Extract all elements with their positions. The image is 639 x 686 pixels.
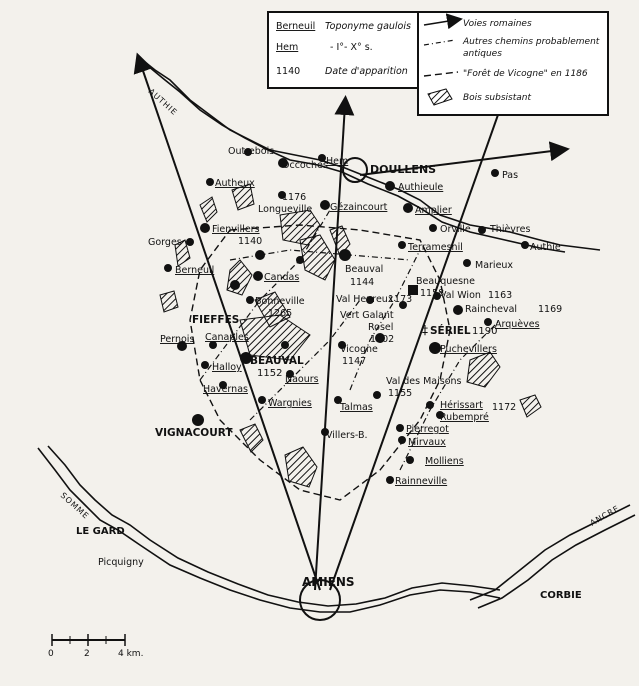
settlement-dot <box>478 226 486 234</box>
label-talmas: Talmas <box>340 402 373 413</box>
settlement-dot <box>246 296 254 304</box>
settlement-dot <box>373 391 381 399</box>
legend-bois-subsistant: Bois subsistant <box>463 93 531 103</box>
river-somme: SOMME <box>58 490 91 522</box>
label-orville: Orville <box>440 224 471 235</box>
scale-tick-2: 2 <box>84 649 90 659</box>
town-amiens: AMIENS <box>302 575 355 589</box>
label-rosel: Rosel <box>368 322 394 333</box>
town-beauval: BEAUVAL <box>250 355 304 367</box>
label-vicogne: Vicogne <box>340 344 378 355</box>
legend-desc-date: Date d'apparition <box>325 66 408 77</box>
label-beauquesne: Beauquesne <box>416 276 475 287</box>
label-1202: 1202 <box>370 334 395 345</box>
legend-sample-hem: Hem <box>276 42 299 53</box>
label-puchevillers: Puchevillers <box>440 344 497 355</box>
label-1147: 1147 <box>342 356 367 367</box>
label-1265: 1265 <box>268 308 293 319</box>
settlement-dot <box>164 264 172 272</box>
label-pas: Pas <box>502 170 519 181</box>
label-1144: 1144 <box>350 277 375 288</box>
label-autheux: Autheux <box>215 178 255 189</box>
label-terramesnil: Terramesnil <box>408 242 463 253</box>
label-authie: Authie <box>530 242 561 253</box>
settlement-dot <box>398 241 406 249</box>
label-1169: 1169 <box>538 304 563 315</box>
label-1140: 1140 <box>238 236 263 247</box>
river-ancre: ANCRE <box>588 503 622 528</box>
settlement-dot <box>230 280 240 290</box>
settlement-dot <box>255 250 265 260</box>
label-gorges: Gorges <box>148 237 182 248</box>
settlement-dot <box>296 256 304 264</box>
legend-desc-gaulois: Toponyme gaulois <box>325 21 411 32</box>
settlement-dot <box>429 224 437 232</box>
settlement-dot <box>281 341 289 349</box>
settlement-dot <box>186 238 194 246</box>
label-raincheval: Raincheval <box>465 304 518 315</box>
label-hem: Hem <box>326 156 349 167</box>
label-fienvillers: Fienvillers <box>212 224 260 235</box>
legend-voies-romaines: Voies romaines <box>463 19 532 29</box>
seriel-cross: ‡ <box>422 323 428 337</box>
settlement-dot <box>484 318 492 326</box>
label-molliens: Molliens <box>425 456 464 467</box>
settlement-dot <box>406 456 414 464</box>
label-1158: 1158 <box>420 288 445 299</box>
label-bonneville: Bonneville <box>255 296 305 307</box>
settlement-dot <box>453 305 463 315</box>
town-doullens: DOULLENS <box>370 163 437 176</box>
settlement-dot <box>385 181 395 191</box>
settlement-dot <box>403 203 413 213</box>
label-1173: 1173 <box>388 294 413 305</box>
legend-sample-1140: 1140 <box>276 66 301 77</box>
label-canaples: Canaples <box>205 332 249 343</box>
label-1163: 1163 <box>488 290 513 301</box>
label-mirvaux: Mirvaux <box>408 437 446 448</box>
town-seriel-date: 1190 <box>472 326 498 337</box>
legend-left <box>268 12 418 88</box>
legend-autres-chemins: Autres chemins probablement <box>463 37 600 47</box>
label-pierregot: Pierregot <box>406 424 449 435</box>
settlement-dot <box>521 241 529 249</box>
town-corbie: CORBIE <box>540 590 582 601</box>
town-beauval-date: 1152 <box>257 368 283 379</box>
label-1172: 1172 <box>492 402 517 413</box>
settlement-dot <box>258 396 266 404</box>
label-marieux: Marieux <box>475 260 514 271</box>
legend-sample-berneuil: Berneuil <box>276 21 316 32</box>
label-occoches: Occoches <box>282 160 328 171</box>
settlement-dot <box>463 259 471 267</box>
label-pernois: Pernois <box>160 334 195 345</box>
label-rainneville: Rainneville <box>395 476 448 487</box>
label-vert-galant: Vert Galant <box>340 310 394 321</box>
town-fieffes: FIEFFES <box>192 314 240 326</box>
settlement-dot <box>206 178 214 186</box>
settlement-dot <box>396 424 404 432</box>
label-naours: Naours <box>285 374 319 385</box>
town-le-gard: LE GARD <box>76 526 125 537</box>
settlement-dot <box>320 200 330 210</box>
label-authieule: Authieule <box>398 182 444 193</box>
label-rubempre: Rubempré <box>440 412 489 423</box>
label-havernas: Havernas <box>203 384 248 395</box>
settlement-dot <box>386 476 394 484</box>
label-beauval-village: Beauval <box>345 264 384 275</box>
river-authie: AUTHIE <box>146 86 180 118</box>
legend-desc-century: - I°- X° s. <box>330 42 373 53</box>
legend-foret-vicogne: "Forêt de Vicogne" en 1186 <box>463 69 588 79</box>
town-seriel: SÉRIEL <box>430 325 471 337</box>
legend-right <box>418 12 608 115</box>
settlement-dot <box>192 414 204 426</box>
label-val-wion: Val Wion <box>440 290 481 301</box>
label-candas: Candas <box>264 272 300 283</box>
settlement-dot <box>201 361 209 369</box>
label-halloy: Halloy <box>212 362 242 373</box>
settlement-dot <box>253 271 263 281</box>
town-vignacourt: VIGNACOURT <box>155 427 233 439</box>
label-herissart: Hérissart <box>440 400 483 411</box>
label-villers-b: Villers-B. <box>326 430 368 441</box>
scale-tick-4: 4 km. <box>118 649 144 659</box>
label-picquigny: Picquigny <box>98 557 144 568</box>
label-berneuil: Berneuil <box>175 265 215 276</box>
settlement-dot <box>398 436 406 444</box>
label-1176: 1176 <box>282 192 307 203</box>
legend-antiques: antiques <box>463 49 502 59</box>
label-wargnies: Wargnies <box>268 398 312 409</box>
settlement-dot <box>339 249 351 261</box>
label-val-des-maisons: Val des Maisons <box>386 376 462 387</box>
settlement-dot <box>426 401 434 409</box>
settlement-dot <box>491 169 499 177</box>
label-thievres: Thièvres <box>490 224 531 235</box>
scale-tick-0: 0 <box>48 649 54 659</box>
label-val-heureux: Val Heureux <box>336 294 394 305</box>
label-1155: 1155 <box>388 388 413 399</box>
label-longueville: Longueville <box>258 204 313 215</box>
settlement-dot <box>200 223 210 233</box>
label-gezaincourt: Gézaincourt <box>330 202 388 213</box>
label-amplier: Amplier <box>415 205 452 216</box>
label-arqueves: Arquèves <box>495 319 540 330</box>
label-outrebois: Outrebois <box>228 146 275 157</box>
